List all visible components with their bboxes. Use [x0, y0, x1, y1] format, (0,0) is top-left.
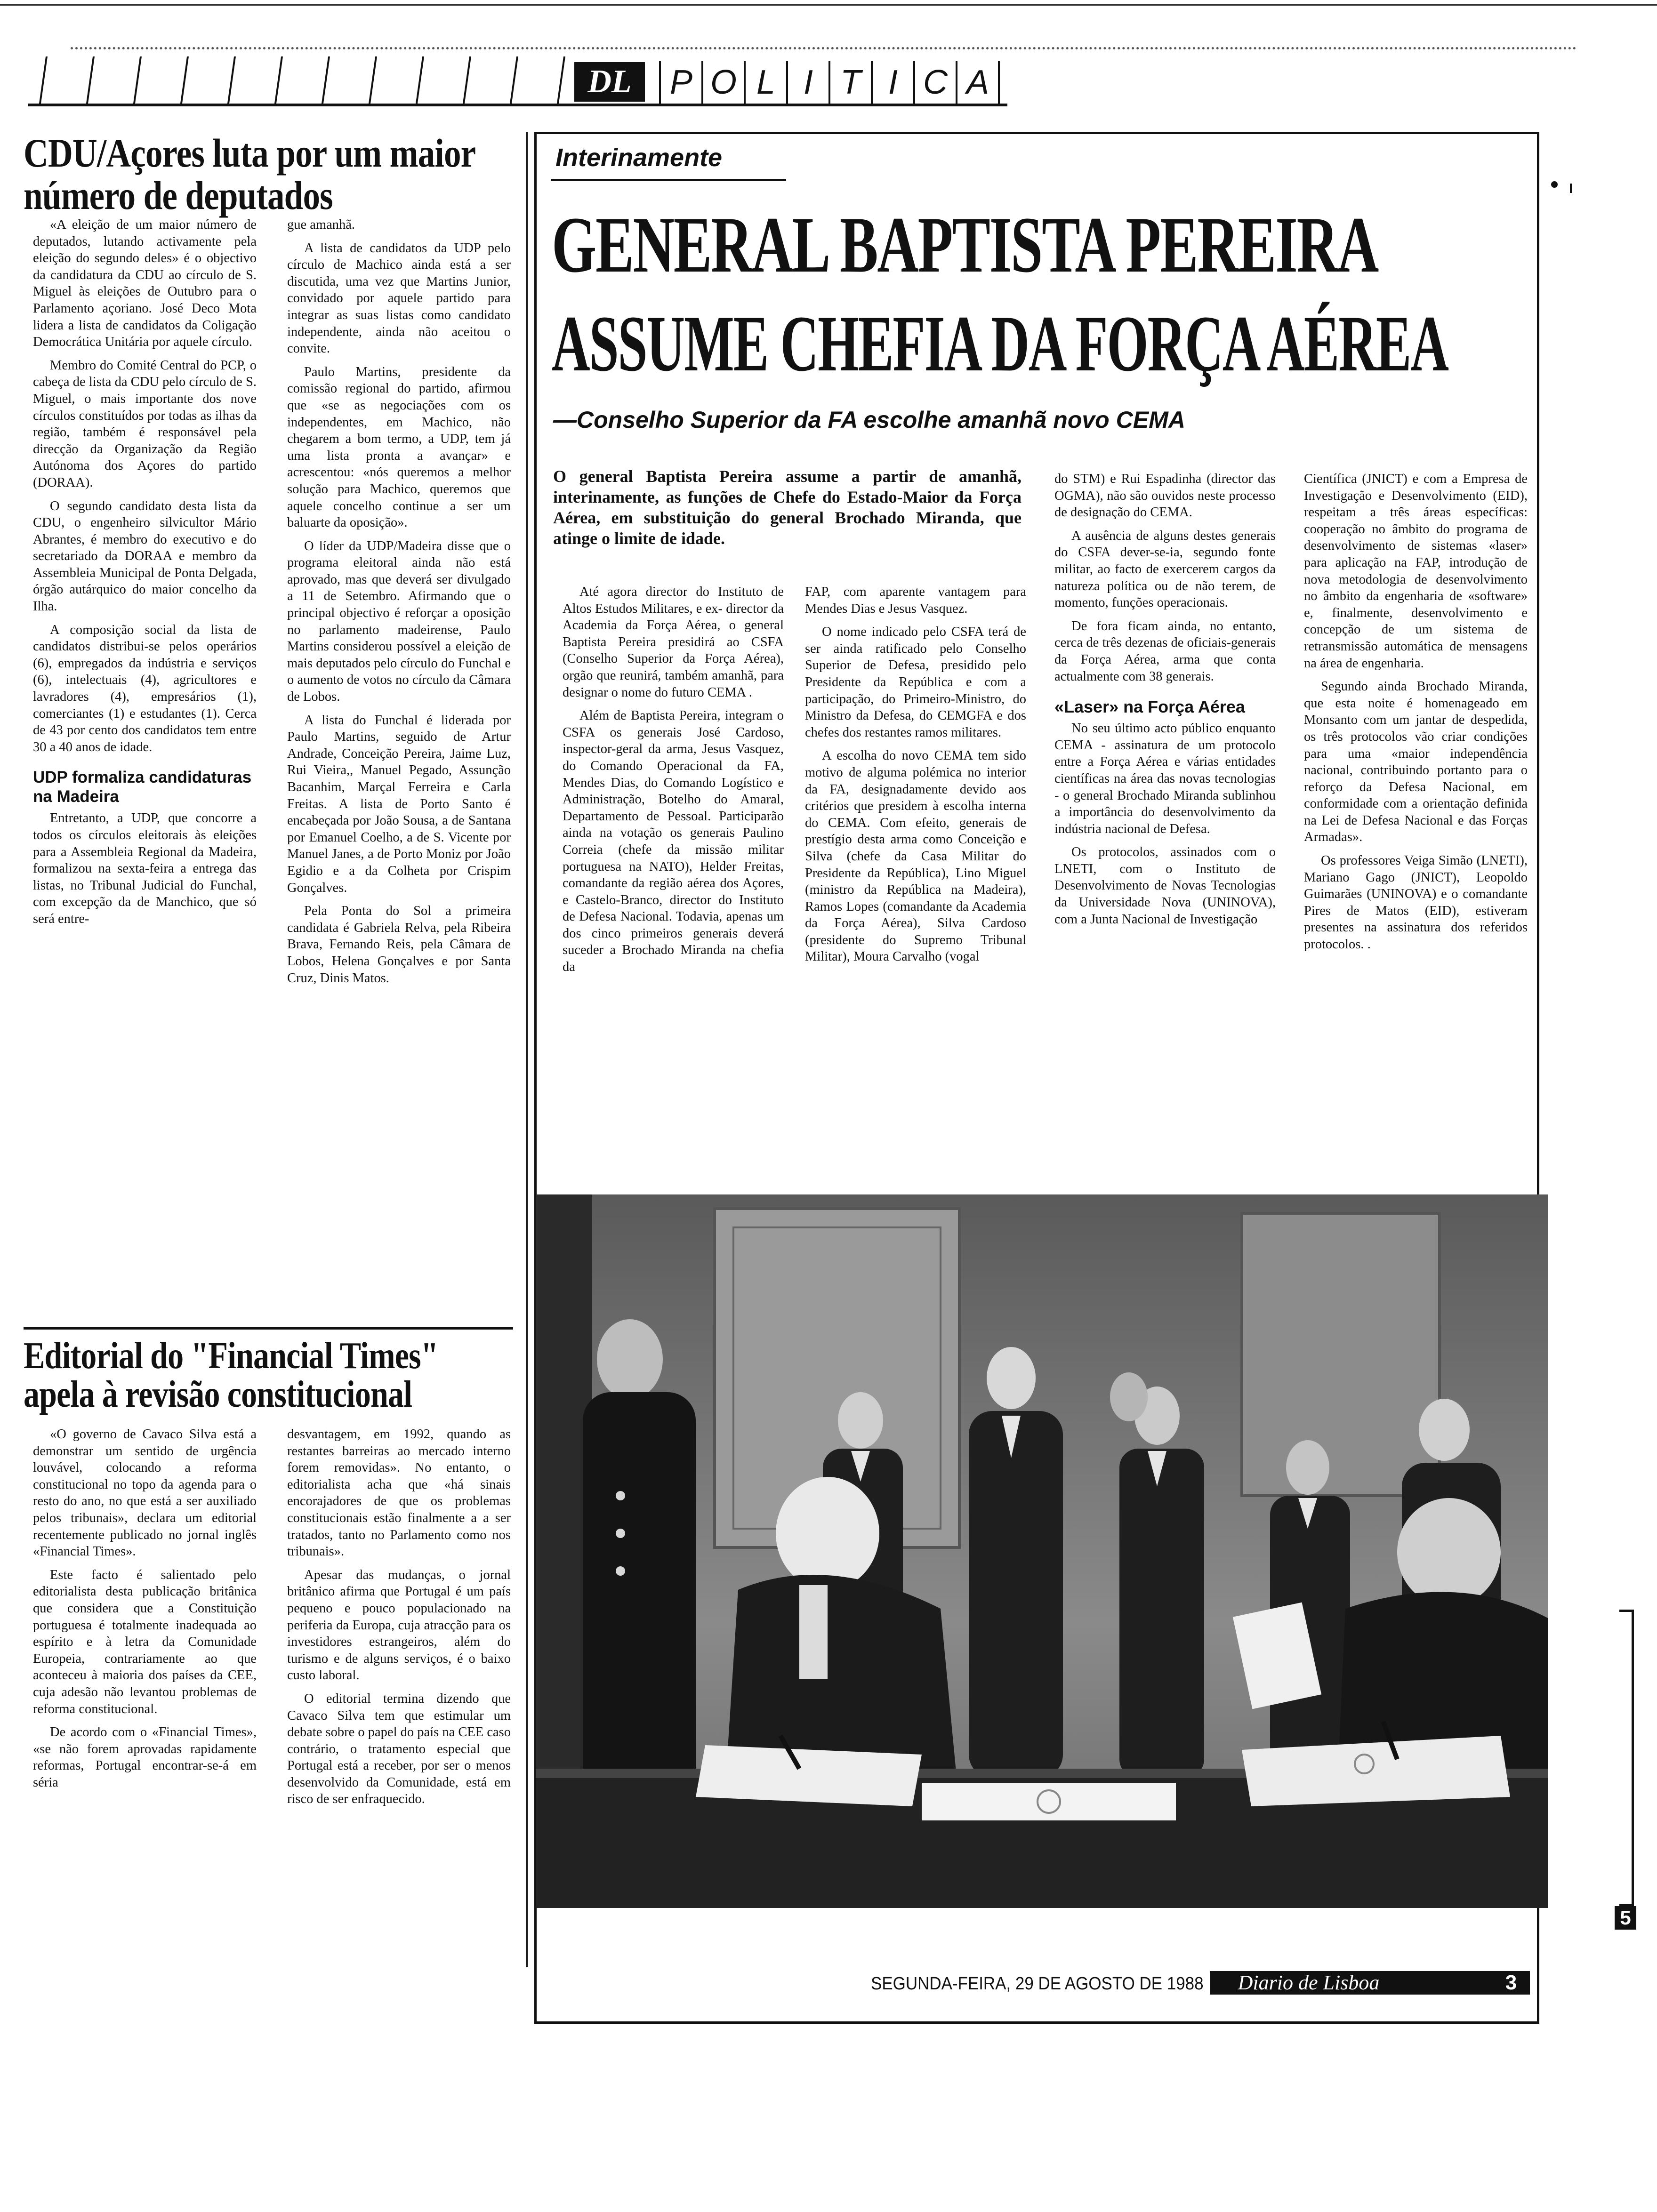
masthead-logo: DL — [574, 62, 645, 102]
top-dotted-line — [71, 47, 1577, 49]
paragraph: FAP, com aparente vantagem para Mendes Dias e Jesus Vasquez. — [805, 585, 1026, 616]
paragraph: do STM) e Rui Espadinha (director das OGMA), não são ouvidos neste processo de designação do CEMA. — [1054, 472, 1276, 520]
paragraph: O segundo candidato desta lista da CDU, o engenheiro silvicultor Mário Abrantes, é membro do executivo e do secretariado da DORAA e membro da Assembleia Municipal de Ponta Delgada, órgão autárquico do maior concelho da Ilha. — [33, 498, 257, 614]
story1-headline: CDU/Açores luta por um maior número de deputados — [24, 130, 475, 218]
section-letter: A — [956, 61, 1000, 104]
paragraph: De acordo com o «Financial Times», «se não forem aprovadas rapidamente reformas, Portugal encontrar-se-á em séria — [33, 1725, 257, 1790]
column-rule — [526, 132, 528, 1967]
paragraph: Entretanto, a UDP, que concorre a todos os círculos eleitorais às eleições para a Assembleia Regional da Madeira, formalizou na sexta-feira a entrega das listas, no Tribunal Judicial do Funchal, com excepção da de Manchico, que só será entre- — [33, 811, 257, 926]
paragraph: desvantagem, em 1992, quando as restantes barreiras ao mercado interno forem removidas». No entanto, o editorialista acha que «há sinais encorajadores de que os problemas constitucionais estão finalmente a a ser tratados, tanto no Parlamento como nos tribunais». — [287, 1427, 511, 1559]
paragraph: A ausência de alguns destes generais do CSFA dever-se-ia, segundo fonte militar, ao facto de exercerem cargos da natureza política ou de não terem, de momento, funções operacionais. — [1054, 528, 1276, 610]
footer-date: SEGUNDA-FEIRA, 29 DE AGOSTO DE 1988 — [871, 1974, 1204, 1994]
section-letter: I — [871, 61, 913, 104]
story2-column-2 — [287, 1426, 511, 1808]
story1-column-1 — [33, 216, 257, 928]
paragraph: Os protocolos, assinados com o LNETI, com o Instituto de Desenvolvimento de Novas Tecnologias da Universidade Nova (UNINOVA), com a Junta Nacional de Investigação — [1054, 845, 1276, 927]
paragraph: O editorial termina dizendo que Cavaco Silva tem que estimular um debate sobre o papel do país na CEE caso contrário, o tratamento especial que Portugal está a receber, por ser o menos desenvolvido da Comunidade, está em risco de ser enfraquecido. — [287, 1691, 511, 1807]
kicker-rule — [551, 179, 786, 181]
story1-column-2 — [287, 216, 511, 986]
paragraph: Até agora director do Instituto de Altos Estudos Militares, e ex- director da Academia da Força Aérea, o general Baptista Pereira presidirá ao CSFA (Conselho Superior da Força Aérea), orgão que reunirá, também amanhã, para designar o nome do futuro CEMA . — [563, 585, 784, 700]
story1-subhead: UDP formaliza candidaturas na Madeira — [33, 768, 252, 806]
section-letter: I — [786, 61, 828, 104]
footer-page-number: 3 — [1505, 1971, 1517, 1994]
main-story-kicker: Interinamente — [555, 144, 723, 172]
stray-mark — [1570, 184, 1572, 193]
paragraph: O nome indicado pelo CSFA terá de ser ainda ratificado pelo Conselho Superior de Defesa, presidido pelo Presidente da República e com a participação, do Primeiro-Ministro, do Ministro da Defesa, do CEMGFA e dos chefes dos restantes ramos militares. — [805, 625, 1026, 740]
paragraph: gue amanhã. — [287, 217, 355, 232]
main-column-2 — [805, 584, 1026, 965]
paragraph: «A eleição de um maior número de deputados, lutando activamente pela eleição do segundo deles» é o objectivo da candidatura da CDU ao círculo de S. Miguel às eleições de Outubro para o Parlamento açoriano. José Deco Mota lidera a lista de candidatos da Coligação Democrática Unitária por aquele círculo. — [33, 217, 257, 350]
paragraph: Pela Ponta do Sol a primeira candidata é Gabriela Relva, pela Ribeira Brava, Fernando Reis, pela Câmara de Lobos, Helena Gonçalves e por Santa Cruz, Dinis Matos. — [287, 904, 511, 986]
main-headline-line-2: ASSUME CHEFIA DA FORÇA AÉREA — [552, 299, 1448, 388]
paragraph: Este facto é salientado pelo editorialista desta publicação britânica que considera que a Constituição portuguesa é totalmente inadequada ao espírito e à letra da Comunidade Europeia, contrariamente ao que aconteceu à maioria dos países da CEE, cuja adesão não levantou problemas de reforma constitucional. — [33, 1567, 257, 1716]
story2-column-1 — [33, 1426, 257, 1791]
masthead-bar — [28, 56, 1582, 113]
story2-headline: Editorial do "Financial Times" apela à revisão constitucional — [24, 1335, 438, 1415]
main-headline-line-1: GENERAL BAPTISTA PEREIRA — [552, 200, 1378, 289]
paragraph: Os professores Veiga Simão (LNETI), Mariano Gago (JNICT), Leopoldo Guimarães (UNINOVA) e o comandante Pires de Matos (EID), estiveram presentes na assinatura dos referidos protocolos. . — [1304, 853, 1528, 952]
section-letter: O — [701, 61, 744, 104]
paragraph: A lista de candidatos da UDP pelo círculo de Machico ainda está a ser discutida, uma vez que Martins Junior, convidado por aquele partido para integrar as suas listas como candidato independente, ainda não aceitou o convite. — [287, 240, 511, 356]
section-letter: T — [828, 61, 871, 104]
paragraph: De fora ficam ainda, no entanto, cerca de três dezenas de oficiais-generais da Força Aérea, arma que conta actualmente com 38 generais. — [1054, 618, 1276, 684]
paragraph: A composição social da lista de candidatos distribui-se pelos operários (6), empregados da indústria e serviços (6), intelectuais (4), agricultores e lavradores (4), empresários (1), comerciantes (1) e estudantes (1). Cerca de 43 por cento dos candidatos tem entre 30 a 40 anos de idade. — [33, 622, 257, 754]
photo-illustration — [536, 1194, 1548, 1908]
story-divider — [24, 1327, 513, 1330]
section-name — [659, 61, 1000, 104]
main-column-3 — [1054, 471, 1276, 928]
paragraph: Apesar das mudanças, o jornal britânico afirma que Portugal é um país pequeno e pouco populacionado na periferia da Europa, cuja atracção para os investidores estrangeiros, além do turismo e de alguns serviços, é o baixo custo laboral. — [287, 1567, 511, 1683]
main-column-4 — [1304, 471, 1528, 953]
main-deck: —Conselho Superior da FA escolhe amanhã novo CEMA — [553, 407, 1185, 433]
margin-marker: 5 — [1615, 1906, 1636, 1930]
paragraph: O líder da UDP/Madeira disse que o programa eleitoral ainda não está aprovado, mas que deverá ser divulgado a 11 de Setembro. Afirmando que o principal objectivo é reforçar a oposição no parlamento madeirense, Paulo Martins considerou possível a eleição de mais deputados pelo círculo do Funchal e o aumento de votos no círculo da Câmara de Lobos. — [287, 538, 511, 705]
margin-bracket — [1619, 1610, 1634, 1906]
paragraph: Além de Baptista Pereira, integram o CSFA os generais José Cardoso, inspector-geral da arma, Jesus Vasquez, do Comando Operacional da FA, Mendes Dias, do Comando Logístico e Administração, Botelho do Amaral, Departamento de Pessoal. Participarão ainda na votação os generais Paulino Correia (chefe da missão militar portuguesa na NATO), Helder Freitas, comandante da região aérea dos Açores, e Castelo-Branco, director do Instituto de Defesa Nacional. Todavia, apenas um dos cinco primeiros generais deverá suceder a Brochado Miranda na chefia da — [563, 708, 784, 975]
paragraph: Científica (JNICT) e com a Empresa de Investigação e Desenvolvimento (EID), respeitam a três áreas específicas: cooperação no âmbito do programa de desenvolvimento de sistemas «laser» para aplicação na FAP, introdução de nova metodologia de desenvolvimento no âmbito da engenharia de «software» e, finalmente, desenvolvimento e concepção de um sistema de retransmissão automática de mensagens na área de engenharia. — [1304, 472, 1528, 671]
paragraph: Segundo ainda Brochado Miranda, que esta noite é homenageado em Monsanto com um jantar de despedida, os três protocolos vão criar condições para uma «maior independência nacional, contribuindo portanto para o reforço da Defesa Nacional, em conformidade com a orientação definida na Lei de Defesa Nacional e das Forças Armadas». — [1304, 679, 1528, 845]
laser-subhead: «Laser» na Força Aérea — [1054, 697, 1245, 717]
section-letter: P — [659, 61, 701, 104]
paragraph: Paulo Martins, presidente da comissão regional do partido, afirmou que «se as negociações com os independentes, em Machico, não chegarem a bom termo, a UDP, tem já uma lista pronta a avançar» e acrescentou: «nós queremos a melhor solução para Machico, queremos que aquele concelho continue a ser um baluarte da oposição». — [287, 364, 511, 530]
signing-ceremony-photo — [536, 1194, 1548, 1908]
section-letter: L — [744, 61, 786, 104]
footer-paper-name: Diario de Lisboa — [1210, 1971, 1408, 1995]
paragraph: Membro do Comité Central do PCP, o cabeça de lista da CDU pelo círculo de S. Miguel, o mais importante dos nove círculos constituídos por todas as ilhas da região, também é responsável pela direcção da Organização da Região Autónoma dos Açores do partido (DORAA). — [33, 358, 257, 490]
paragraph: A lista do Funchal é liderada por Paulo Martins, seguido de Artur Andrade, Conceição Pereira, Jaime Luz, Rui Vieira,, Manuel Pegado, Assunção Bacanhim, Marçal Ferreira e Carla Freitas. A lista de Porto Santo é encabeçada por João Sousa, a de Santana por Emanuel Coelho, a de S. Vicente por Manuel Janes, a de Porto Moniz por João Egidio e a da Colheta por Crispim Gonçalves. — [287, 713, 511, 895]
stray-mark — [1551, 181, 1558, 188]
paragraph: A escolha do novo CEMA tem sido motivo de alguma polémica no interior da FA, designadamente devido aos critérios que presidem à escolha interna do CEMA. Com efeito, generais de prestígio desta arma como Conceição e Silva (chefe da Casa Militar do Presidente da República), Lino Miguel (ministro da República na Madeira), Ramos Lopes (comandante da Academia da Força Aérea), Silva Cardoso (presidente do Supremo Tribunal Militar), Moura Carvalho (vogal — [805, 748, 1026, 964]
paragraph: «O governo de Cavaco Silva está a demonstrar um sentido de urgência louvável, colocando a reforma constitucional no topo da agenda para o resto do ano, no que está a ser auxiliado pelos tribunais», declara um editorial recentemente publicado no jornal inglês «Financial Times». — [33, 1427, 257, 1559]
main-column-1 — [563, 584, 784, 976]
top-edge-line — [0, 4, 1657, 6]
section-letter: C — [913, 61, 956, 104]
main-lead: O general Baptista Pereira assume a partir de amanhã, interinamente, as funções de Chefe do Estado-Maior da Força Aérea, em substituição do general Brochado Miranda, que atinge o limite de idade. — [553, 467, 1022, 548]
paragraph: No seu último acto público enquanto CEMA - assinatura de um protocolo entre a Força Aérea e várias entidades científicas na área das novas tecnologias - o general Brochado Miranda sublinhou a importância do desenvolvimento da indústria nacional de Defesa. — [1054, 721, 1276, 836]
